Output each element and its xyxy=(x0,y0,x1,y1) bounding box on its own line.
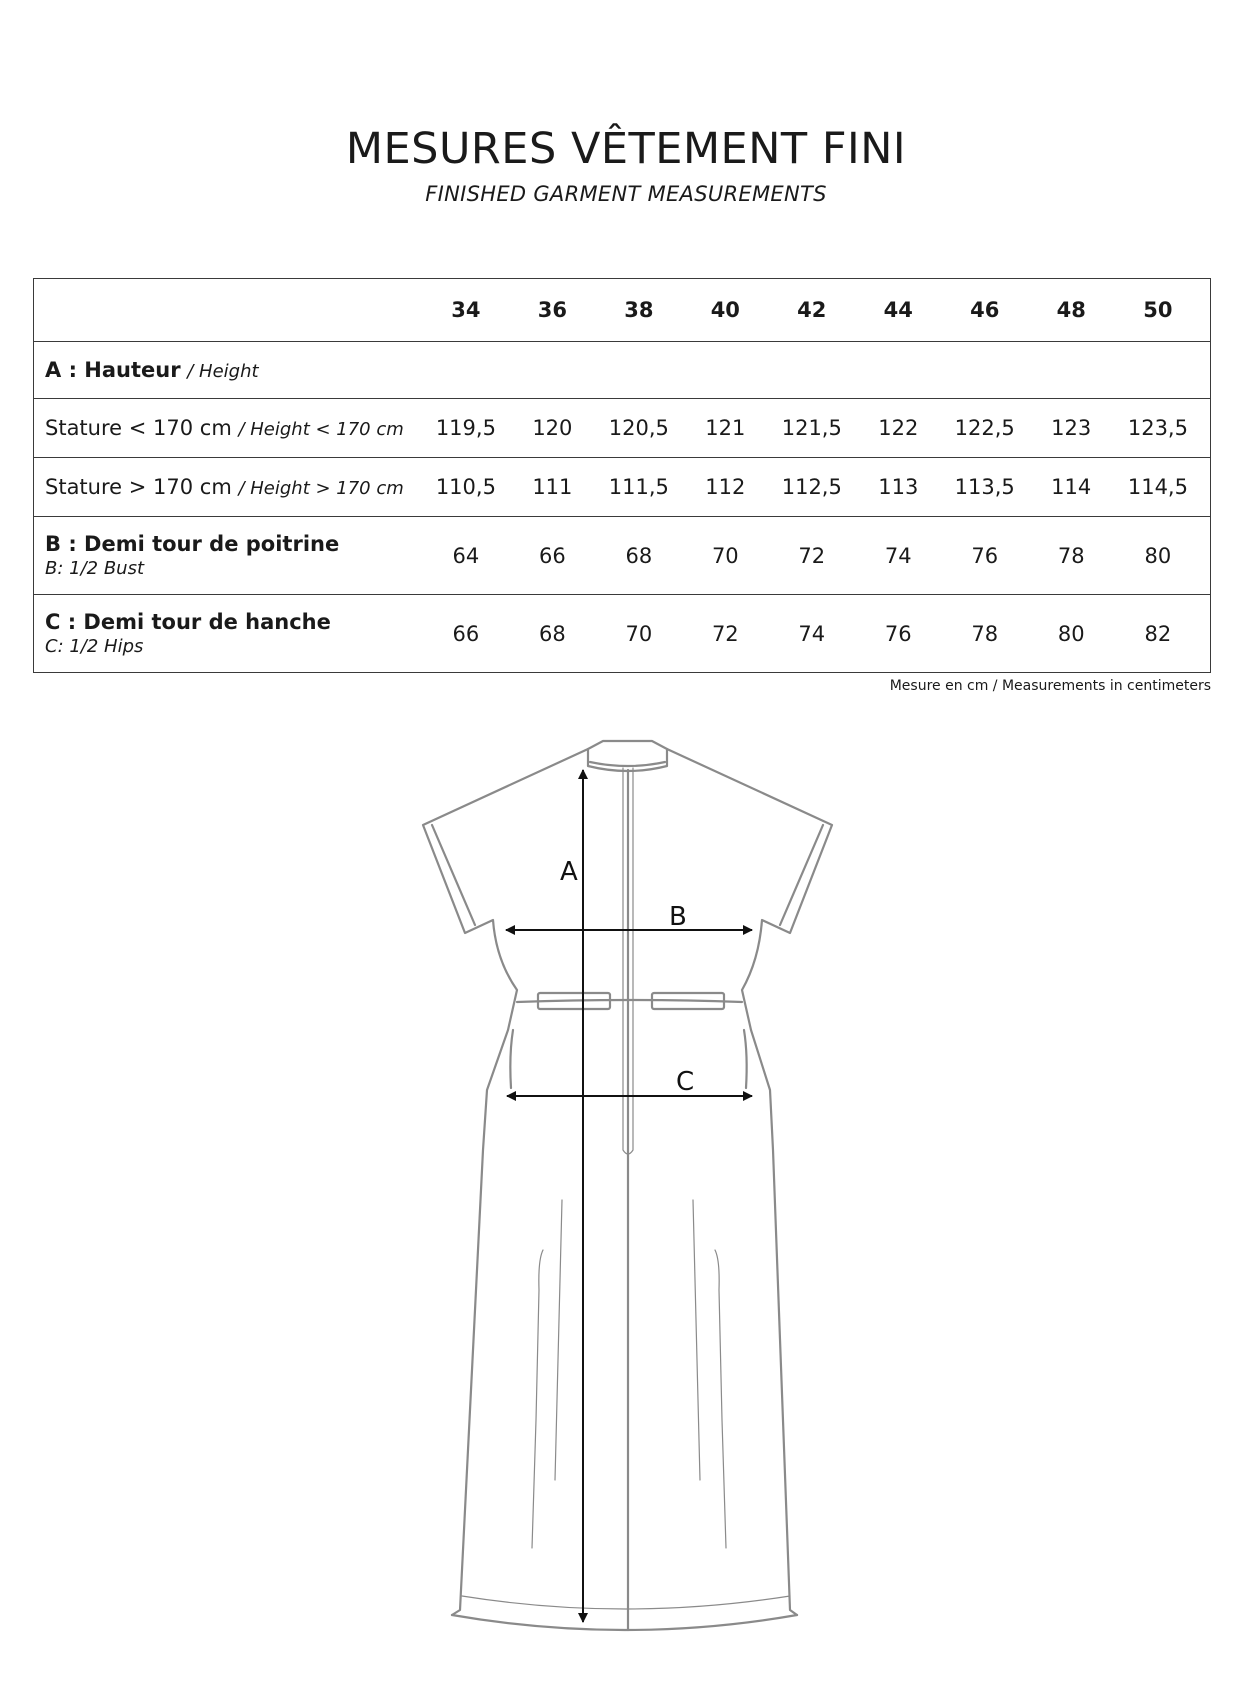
label-c: C xyxy=(676,1067,695,1097)
value-cell: 112 xyxy=(691,458,760,517)
hip-curve-right xyxy=(744,1030,747,1088)
value-cell: 110,5 xyxy=(414,458,518,517)
value-cell: 66 xyxy=(414,595,518,673)
value-cell: 80 xyxy=(1037,595,1106,673)
value-cell: 68 xyxy=(587,517,691,595)
value-cell: 80 xyxy=(1106,517,1211,595)
hem-stitch xyxy=(462,1596,790,1609)
size-header: 48 xyxy=(1056,298,1086,322)
fold-line-inner-left xyxy=(555,1200,562,1480)
value-cell: 122,5 xyxy=(933,399,1037,458)
garment-outline xyxy=(423,741,832,1630)
value-cell: 121 xyxy=(691,399,760,458)
value-cell: 66 xyxy=(518,517,587,595)
value-cell: 70 xyxy=(587,595,691,673)
label-a: A xyxy=(560,857,578,887)
size-header: 34 xyxy=(451,298,481,322)
value-cell: 68 xyxy=(518,595,587,673)
row-label-en: B: 1/2 Bust xyxy=(45,558,145,579)
fold-line-left xyxy=(532,1250,543,1548)
row-label-en: C: 1/2 Hips xyxy=(45,636,144,657)
fold-line-right xyxy=(715,1250,726,1548)
row-label-fr: C : Demi tour de hanche xyxy=(45,610,331,634)
page-subtitle: FINISHED GARMENT MEASUREMENTS xyxy=(425,182,827,206)
value-cell: 72 xyxy=(760,517,864,595)
value-cell: 121,5 xyxy=(760,399,864,458)
size-header: 42 xyxy=(797,298,827,322)
size-header: 40 xyxy=(710,298,740,322)
row-label-fr: B : Demi tour de poitrine xyxy=(45,532,340,556)
value-cell: 74 xyxy=(760,595,864,673)
value-cell: 74 xyxy=(864,517,933,595)
value-cell: 78 xyxy=(933,595,1037,673)
value-cell: 122 xyxy=(864,399,933,458)
row-label-en: / Height < 170 cm xyxy=(238,419,404,440)
row-label-fr: Stature > 170 cm xyxy=(45,475,232,499)
hip-curve-left xyxy=(510,1030,513,1088)
section-a-title: A : Hauteur xyxy=(45,358,181,382)
page-title: MESURES VÊTEMENT FINI xyxy=(345,124,907,174)
label-b: B xyxy=(669,902,687,932)
value-cell: 111 xyxy=(518,458,587,517)
value-cell: 70 xyxy=(691,517,760,595)
size-header: 36 xyxy=(537,298,567,322)
value-cell: 64 xyxy=(414,517,518,595)
sleeve-cuff-left xyxy=(432,825,475,925)
value-cell: 123 xyxy=(1037,399,1106,458)
fold-line-inner-right xyxy=(693,1200,700,1480)
row-label-en: / Height > 170 cm xyxy=(238,478,404,499)
value-cell: 120,5 xyxy=(587,399,691,458)
value-cell: 82 xyxy=(1106,595,1211,673)
size-header: 46 xyxy=(970,298,1000,322)
value-cell: 78 xyxy=(1037,517,1106,595)
value-cell: 113,5 xyxy=(933,458,1037,517)
size-header: 50 xyxy=(1143,298,1173,322)
waist-seam xyxy=(517,1000,742,1002)
value-cell: 123,5 xyxy=(1106,399,1211,458)
size-header: 38 xyxy=(624,298,654,322)
value-cell: 119,5 xyxy=(414,399,518,458)
hem xyxy=(452,1615,797,1630)
value-cell: 76 xyxy=(864,595,933,673)
value-cell: 113 xyxy=(864,458,933,517)
sleeve-cuff-right xyxy=(780,825,823,925)
value-cell: 76 xyxy=(933,517,1037,595)
units-note: Mesure en cm / Measurements in centimeters xyxy=(889,678,1211,694)
value-cell: 120 xyxy=(518,399,587,458)
value-cell: 111,5 xyxy=(587,458,691,517)
section-a-title-en: / Height xyxy=(187,361,259,382)
value-cell: 72 xyxy=(691,595,760,673)
value-cell: 114 xyxy=(1037,458,1106,517)
value-cell: 114,5 xyxy=(1106,458,1211,517)
row-label-fr: Stature < 170 cm xyxy=(45,416,232,440)
size-header: 44 xyxy=(883,298,913,322)
garment-right-side xyxy=(667,749,832,1615)
value-cell: 112,5 xyxy=(760,458,864,517)
collar-seam xyxy=(590,762,665,766)
